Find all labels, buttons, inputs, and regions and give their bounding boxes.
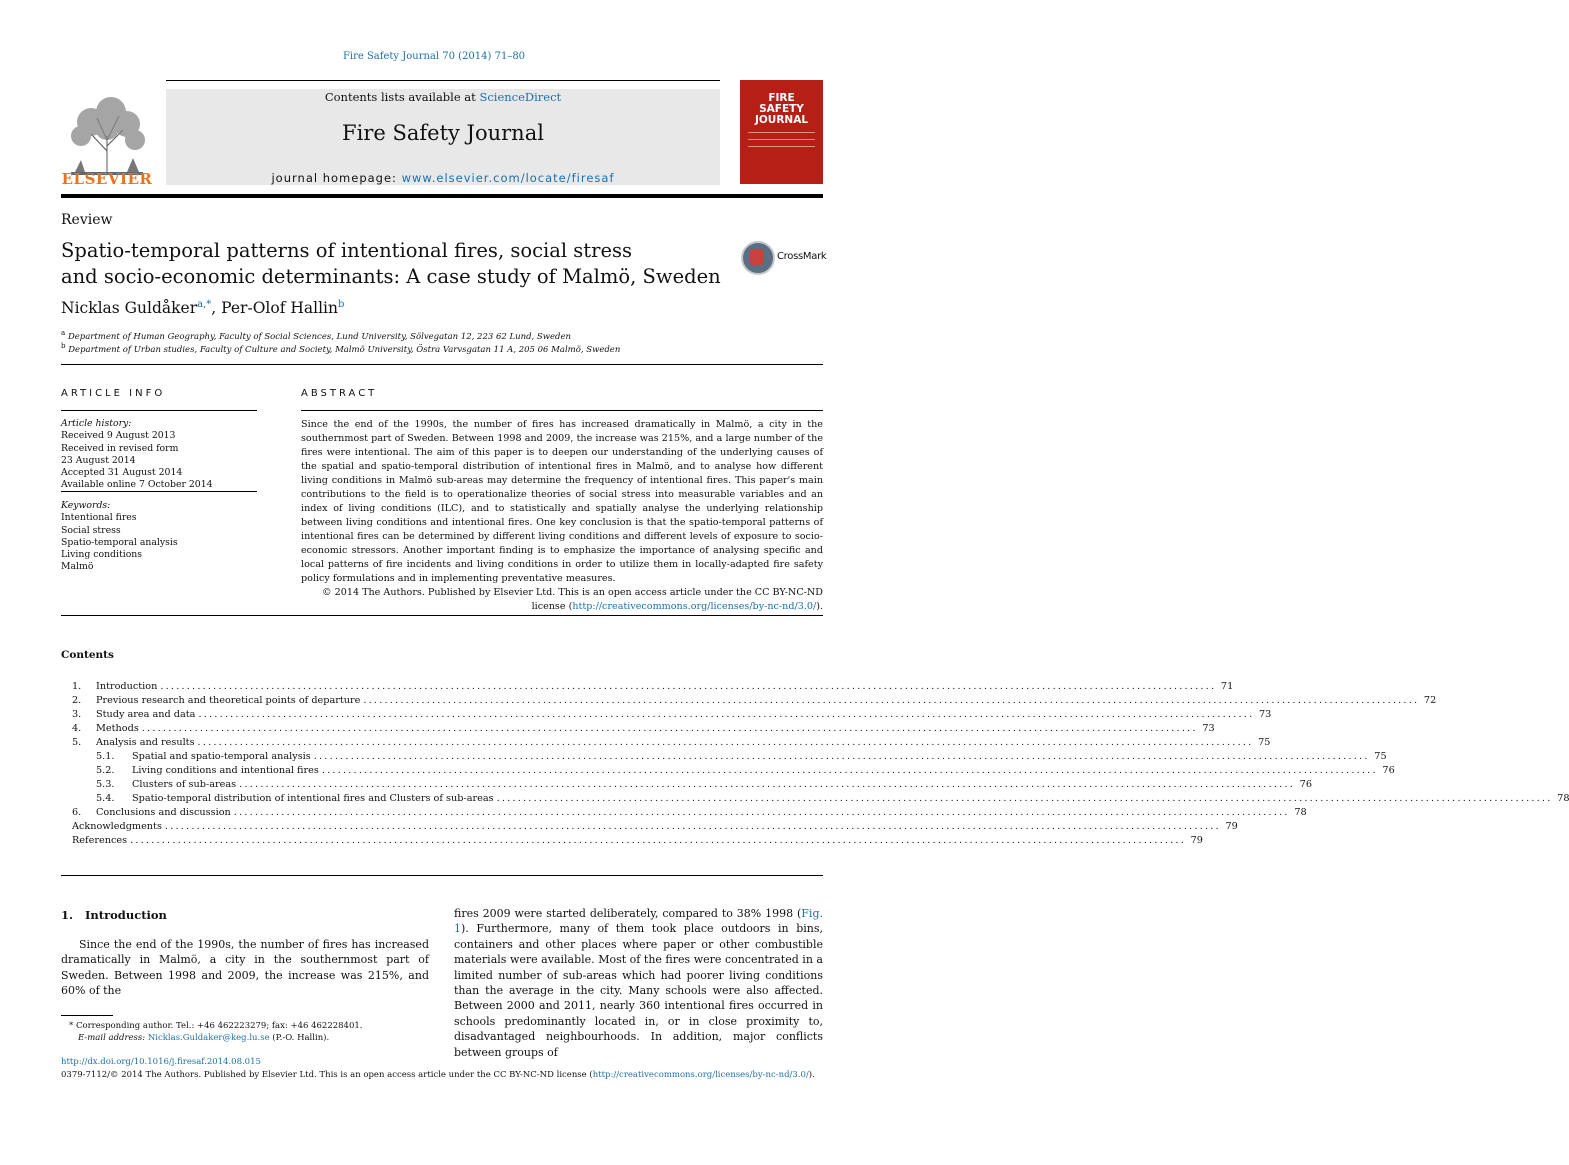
keyword: Social stress (61, 524, 121, 536)
toc-leader: ........................................................................................................................................................................................................ (130, 835, 1186, 846)
toc-leader: ........................................................................................................................................................................................................ (164, 821, 1221, 832)
keywords: Keywords: Intentional fires Social stress Spatio-temporal analysis Living conditions Malmö (61, 500, 178, 573)
homepage-link[interactable]: www.elsevier.com/locate/firesaf (401, 171, 615, 185)
toc-label[interactable]: References (72, 835, 128, 846)
introduction-heading: 1. Introduction (61, 908, 167, 922)
journal-title: Fire Safety Journal (342, 121, 544, 145)
toc-leader: ........................................................................................................................................................................................................ (198, 709, 1255, 720)
toc-page: 79 (1225, 821, 1238, 832)
history-rule (61, 491, 257, 492)
affiliation-a: $^a$ Department of Human Geography, Faculty of Social Sciences, Lund University, Sölvegatan 12, 223 62 Lund, Sweden (61, 328, 572, 342)
toc-label[interactable]: Clusters of sub-areas (132, 779, 237, 790)
table-of-contents (61, 680, 1569, 848)
cover-title-2: SAFETY (759, 103, 804, 115)
abstract-text: Since the end of the 1990s, the number of fires has increased dramatically in Malmö, a city in the southernmost part of Sweden. Between 1998 and 2009, the increase was 215%, and a large number of the fires were intentional. The aim of this paper is to deepen our understanding of the underlying causes of the spatial and spatio-temporal distribution of intentional fires in Malmö, and to analyse how different living conditions in Malmö sub-areas may determine the frequency of intentional fires. This paper's main contributions to the field is to operationalize theories of social stress into measurable variables and an index of living conditions (ILC), and to statistically and spatially analyse the underlying relationship between living conditions and intentional fires. One key conclusion is that the spatio-temporal patterns of intentional fires can be determined by different living conditions and different levels of exposure to socio-economic stressors. Another important finding is to emphasize the importance of analysing specific and local patterns of fire incidents and living conditions in order to utilize them in locally-adapted fire safety policy formulations and in implementing preventative measures. (301, 419, 823, 584)
history-item: Received in revised form (61, 442, 179, 454)
toc-leader: ........................................................................................................................................................................................................ (233, 807, 1290, 818)
author-2[interactable]: Per-Olof Hallin (221, 299, 338, 318)
corresponding-footnote: * Corresponding author. Tel.: +46 462223279; fax: +46 462228401. E-mail address: Nicklas.Guldaker@keg.lu.se (P.-O. Hallin). (69, 1021, 363, 1043)
article-info-heading: ARTICLE INFO (61, 388, 166, 399)
toc-number: 5.4. (96, 793, 115, 804)
article-info-rule (61, 410, 257, 411)
toc-entry[interactable] (61, 778, 1312, 792)
author-list: Nicklas Guldåker$^{a,*}$, Per-Olof Hallin$^b$ (61, 299, 345, 318)
fig1-link[interactable]: Fig. 1 (454, 907, 823, 936)
history-item: 23 August 2014 (61, 454, 136, 466)
toc-page: 73 (1202, 723, 1215, 734)
toc-leader: ........................................................................................................................................................................................................ (197, 737, 1254, 748)
toc-page: 72 (1423, 695, 1437, 706)
journal-cover[interactable] (740, 80, 823, 184)
license-line: 0379-7112/© 2014 The Authors. Published by Elsevier Ltd. This is an open access article under the CC BY-NC-ND license (http://creativecommons.org/licenses/by-nc-nd/3.0/). (61, 1070, 815, 1080)
toc-entry[interactable] (61, 694, 1437, 708)
contents-available: Contents lists available at ScienceDirect (324, 90, 562, 104)
toc-number: 6. (72, 807, 82, 818)
toc-entry[interactable] (61, 834, 1203, 848)
history-item: Accepted 31 August 2014 (61, 467, 183, 479)
toc-page: 76 (1382, 765, 1395, 776)
crossmark-label: CrossMark (777, 251, 827, 262)
keyword: Living conditions (61, 549, 143, 561)
toc-entry[interactable] (61, 764, 1395, 778)
affiliation-b: $^b$ Department of Urban studies, Faculty of Culture and Society, Malmö University, Östra Varvsgatan 11 A, 205 06 Malmö, Sweden (61, 341, 621, 355)
toc-label[interactable]: Analysis and results (96, 737, 195, 748)
toc-number: 5.1. (96, 751, 115, 762)
toc-number: 5.3. (96, 779, 115, 790)
keyword: Spatio-temporal analysis (61, 536, 178, 548)
history-item: Available online 7 October 2014 (61, 479, 213, 491)
toc-label[interactable]: Spatio-temporal distribution of intentional fires and Clusters of sub-areas (132, 793, 494, 804)
license-link[interactable]: http://creativecommons.org/licenses/by-nc-nd/3.0/ (592, 1070, 809, 1080)
toc-page: 75 (1258, 737, 1271, 748)
crossmark-badge[interactable] (741, 241, 881, 277)
toc-leader: ........................................................................................................................................................................................................ (363, 695, 1420, 706)
toc-page: 78 (1557, 793, 1569, 804)
journal-citation[interactable]: Fire Safety Journal 70 (2014) 71–80 (342, 51, 526, 62)
toc-page: 78 (1294, 807, 1307, 818)
toc-entry[interactable] (61, 806, 1307, 820)
toc-entry[interactable] (61, 820, 1238, 834)
toc-label[interactable]: Living conditions and intentional fires (132, 765, 319, 776)
sciencedirect-link[interactable]: ScienceDirect (479, 90, 562, 104)
footnote-rule (61, 1015, 113, 1016)
cc-license-link[interactable]: http://creativecommons.org/licenses/by-nc-nd/3.0/ (572, 601, 817, 612)
elsevier-wordmark: ELSEVIER (61, 170, 153, 188)
toc-number: 1. (72, 681, 82, 692)
masthead-top-rule (166, 80, 720, 81)
toc-label[interactable]: Conclusions and discussion (96, 807, 231, 818)
abstract-copyright: © 2014 The Authors. Published by Elsevier Ltd. This is an open access article under the CC BY-NC-ND license (http://creativecommons.org/licenses/by-nc-nd/3.0/). (321, 587, 823, 612)
toc-entry[interactable] (61, 680, 1234, 694)
article-title: Spatio-temporal patterns of intentional fires, social stress and socio-economic determinants: A case study of Malmö, Sweden (61, 239, 721, 288)
abstract-bottom-rule (61, 615, 823, 616)
toc-page: 75 (1374, 751, 1387, 762)
toc-entry[interactable] (61, 792, 1569, 806)
cover-title-3: JOURNAL (754, 114, 809, 126)
contents-bottom-rule (61, 875, 823, 876)
toc-number: 5. (72, 737, 82, 748)
toc-number: 5.2. (96, 765, 115, 776)
header-divider (61, 194, 823, 198)
intro-left-column: Since the end of the 1990s, the number of fires has increased dramatically in Malmö, a city in the southernmost part of Sweden. Between 1998 and 2009, the increase was 215%, and 60% of the (61, 938, 429, 998)
toc-page: 71 (1220, 681, 1234, 692)
contents-title: Contents (61, 649, 114, 661)
author-email-link[interactable]: Nicklas.Guldaker@keg.lu.se (147, 1033, 270, 1043)
toc-leader: ........................................................................................................................................................................................................ (313, 751, 1370, 762)
author-1[interactable]: Nicklas Guldåker (61, 299, 198, 318)
toc-number: 2. (72, 695, 82, 706)
toc-label[interactable]: Methods (96, 723, 139, 734)
toc-label[interactable]: Spatial and spatio-temporal analysis (132, 751, 311, 762)
doi-link[interactable]: http://dx.doi.org/10.1016/j.firesaf.2014.08.015 (61, 1057, 261, 1067)
toc-leader: ........................................................................................................................................................................................................ (496, 793, 1553, 804)
toc-number: 4. (72, 723, 82, 734)
journal-homepage: journal homepage: www.elsevier.com/locate/firesaf (271, 171, 615, 185)
toc-label[interactable]: Introduction (96, 681, 158, 692)
toc-leader: ........................................................................................................................................................................................................ (141, 723, 1198, 734)
toc-label[interactable]: Study area and data (96, 709, 196, 720)
crossmark-icon (741, 241, 775, 275)
author-2-sup[interactable]: b (337, 299, 345, 310)
abstract-heading: ABSTRACT (301, 388, 378, 399)
article-history: Article history: Received 9 August 2013 Received in revised form 23 August 2014 Accepted 31 August 2014 Available online 7 October 2014 (61, 418, 213, 491)
toc-page: 76 (1299, 779, 1312, 790)
toc-entry[interactable] (61, 736, 1271, 750)
toc-leader: ........................................................................................................................................................................................................ (160, 681, 1217, 692)
toc-number: 3. (72, 709, 82, 720)
toc-leader: ........................................................................................................................................................................................................ (321, 765, 1378, 776)
toc-page: 73 (1259, 709, 1272, 720)
affiliation-divider (61, 364, 823, 365)
toc-entry[interactable] (61, 708, 1272, 722)
toc-label[interactable]: Previous research and theoretical points of departure (96, 695, 361, 706)
keyword: Intentional fires (61, 512, 137, 524)
toc-entry[interactable] (61, 750, 1387, 764)
toc-entry[interactable] (61, 722, 1215, 736)
intro-right-column: fires 2009 were started deliberately, compared to 38% 1998 (Fig. 1). Furthermore, many of them took place outdoors in bins, containers and other places where paper or other combustible materials were available. Most of the fires were concentrated in a limited number of sub-areas which had poorer living conditions than the average in the city. Many schools were also affected. Between 2000 and 2011, nearly 360 intentional fires occurred in schools predominantly located in, or in close proximity to, disadvantaged neighbourhoods. In addition, major conflicts between groups of (454, 907, 823, 1059)
toc-leader: ........................................................................................................................................................................................................ (239, 779, 1295, 790)
abstract-rule (301, 410, 823, 411)
keyword: Malmö (61, 561, 94, 573)
history-item: Received 9 August 2013 (61, 430, 176, 442)
cover-title-1: FIRE (768, 92, 795, 104)
article-type: Review (61, 212, 113, 228)
toc-page: 79 (1190, 835, 1203, 846)
author-1-sup[interactable]: a,* (197, 299, 212, 310)
toc-label[interactable]: Acknowledgments (72, 821, 162, 832)
